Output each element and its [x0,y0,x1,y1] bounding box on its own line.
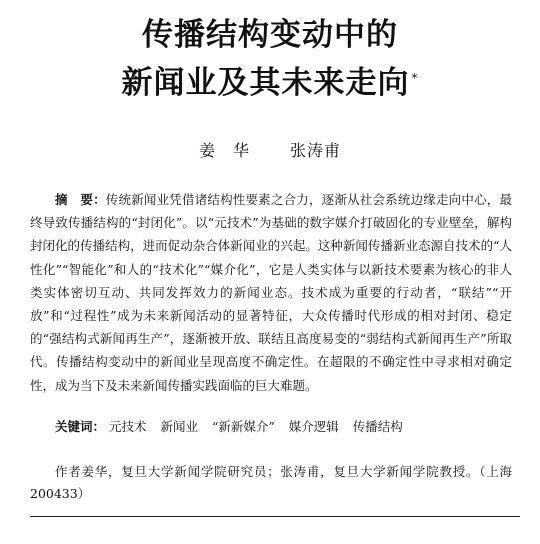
author-affiliation-text: 作者姜华，复旦大学新闻学院研究员；张涛甫，复旦大学新闻学院教授。（上海 200433） [30,464,525,501]
author-name-1: 姜 华 [198,141,250,160]
keyword-item: 媒介逻辑 [288,419,339,434]
title-line-2-text: 新闻业及其未来走向 [121,65,410,101]
page-title-line-2 [0,65,540,101]
keywords-label: 关键词： [55,419,106,434]
keyword-item: 传播结构 [352,419,403,434]
footnote-divider [30,516,520,517]
keyword-item: 元技术 [109,419,147,434]
author-name-2: 张涛甫 [290,141,342,160]
author-list [0,138,540,161]
page-title-line-1 [0,17,540,53]
title-line-1-text: 传播结构变动中的 [142,17,398,53]
keywords-line [30,417,512,437]
abstract-paragraph [30,188,512,397]
title-footnote-mark: * [411,70,419,85]
author-affiliation [30,461,525,505]
keyword-item: “新新媒介” [212,419,275,434]
abstract-text: 传统新闻业凭借诸结构性要素之合力，逐渐从社会系统边缘走向中心，最终导致传播结构的“封闭化”。以“元技术”为基础的数字媒介打破固化的专业壁垒，解构封闭化的传播结构，进而促动杂合体新闻业的兴起。这种新闻传播新业态源自技术的“人性化”“智能化”和人的“技术化”“媒介化”，它是人类实体与以新技术要素为核心的非人类实体密切互动、共同发挥效力的新闻业态。技术成为重要的行动者，“联结”“开放”和“过程性”成为未来新闻活动的显著特征，大众传播时代形成的相对封闭、稳定的“强结构式新闻再生产”，逐渐被开放、联结且高度易变的“弱结构式新闻再生产”所取代。传播结构变动中的新闻业呈现高度不确定性。在超限的不确定性中寻求相对确定性，成为当下及未来新闻传播实践面临的巨大难题。 [30,192,512,393]
keyword-item: 新闻业 [160,419,199,434]
abstract-label: 摘 要： [55,192,106,207]
